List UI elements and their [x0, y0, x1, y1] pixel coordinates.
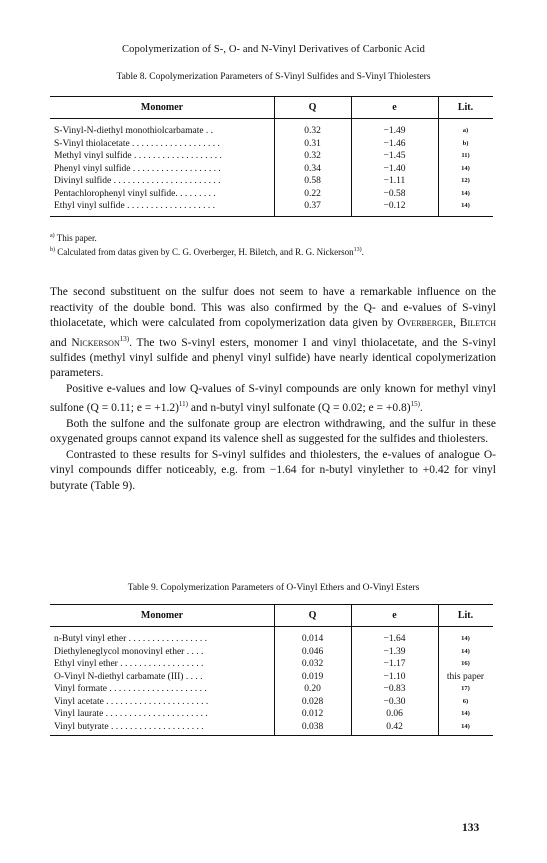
table9-row-0-q: 0.014 [301, 634, 324, 644]
table8-row-2-q: 0.32 [304, 151, 321, 161]
table8-row-6-monomer: Ethyl vinyl sulfide . . . . . . . . . . . . . . . . . . . [54, 201, 215, 211]
table9-row-6-q: 0.012 [301, 709, 324, 719]
table9-row-1-monomer: Diethyleneglycol monovinyl ether . . . . [54, 646, 204, 657]
table8-row-2-lit: 11) [461, 152, 470, 159]
note-a: This paper. [56, 233, 97, 243]
table9-row-1-lit: 14) [461, 647, 470, 655]
table8-row-6-lit: 14) [461, 202, 470, 209]
table8-row-3-lit: 14) [461, 164, 470, 172]
table9-row-0-monomer: n-Butyl vinyl ether . . . . . . . . . . . . . . . . . [54, 634, 208, 644]
table9-caption: Table 9. Copolymerization Parameters of O-Vinyl Ethers and O-Vinyl Esters [127, 583, 420, 593]
body-text [50, 285, 496, 494]
table9-row-3-monomer: O-Vinyl N-diethyl carbamate (III) . . . . [54, 671, 203, 682]
table8-row-5-monomer: Pentachlorophenyl vinyl sulfide. . . . . . . . . [54, 188, 216, 199]
table9-row-7-monomer: Vinyl butyrate . . . . . . . . . . . . . . . . . . . . [54, 721, 204, 732]
table9-row-1-e: −1.39 [383, 646, 406, 657]
table8-row-0-q: 0.32 [304, 126, 321, 136]
table9-row-5-q: 0.028 [301, 696, 324, 707]
table8-row-5-e: −0.58 [383, 188, 406, 199]
table8-row-4-e: −1.11 [383, 176, 406, 186]
table8-row-6-e: −0.12 [383, 201, 406, 211]
table8-header-q: Q [308, 102, 317, 113]
table9-row-4-q: 0.20 [304, 684, 321, 694]
table9-row-0-e: −1.64 [383, 634, 406, 644]
table8-row-1-lit: b) [462, 139, 469, 147]
paragraph-4: Contrasted to these results for S-vinyl sulfides and thiolesters, the e-values of analogue O-vinyl compounds differ noticeably, e.g. from −1.64 for n-butyl vinylether to +0.42 for vinyl butyrate (Table 9). [50, 448, 496, 492]
table8-row-4-lit: 12) [461, 177, 470, 184]
table8-row-1-monomer: S-Vinyl thiolacetate . . . . . . . . . . . . . . . . . . . [54, 138, 220, 149]
table9-row-3-e: −1.10 [383, 671, 406, 682]
table9-row-4-e: −0.83 [383, 684, 406, 694]
table8 [50, 96, 493, 218]
table9-row-3-q: 0.019 [301, 671, 324, 682]
note-b-marker: b) [50, 247, 55, 253]
note-b-ref: 13) [353, 247, 362, 253]
table9-header-monomer: Monomer [140, 610, 184, 621]
note-a-marker: a) [50, 233, 55, 239]
table8-row-0-lit: a) [462, 127, 469, 134]
table8-row-3-q: 0.34 [304, 163, 321, 174]
running-head: Copolymerization of S-, O- and N-Vinyl Derivatives of Carbonic Acid [122, 44, 425, 55]
table9-row-4-lit: 17) [461, 685, 470, 692]
table9-row-7-e: 0.42 [386, 721, 403, 732]
table8-row-1-q: 0.31 [304, 138, 321, 149]
table8-row-1-e: −1.46 [383, 138, 406, 149]
table8-header-e: e [392, 102, 397, 113]
table8-row-0-e: −1.49 [383, 126, 406, 136]
note-b: Calculated from datas given by C. G. Overberger, H. Biletch, and R. G. Nickerson [57, 247, 354, 257]
paragraph-1: The second substituent on the sulfur does not seem to have a remarkable influence on the reactivity of the double bond. This was also confirmed by the Q- and e-values of S-vinyl thiolacetate, which were calculated from copolymerization data given by Overberger, Biletch and Nickerson$^{13)}$. The two S-vinyl esters, monomer I and vinyl thiolacetate, and the S-vinyl sulfides (methyl vinyl sulfide and phenyl vinyl sulfide) have nearly identical copolymerization parameters. [50, 286, 497, 380]
table8-row-3-monomer: Phenyl vinyl sulfide . . . . . . . . . . . . . . . . . . . [54, 163, 221, 174]
table9-row-5-lit: 6) [462, 697, 469, 705]
table9-row-2-q: 0.032 [301, 659, 324, 669]
table8-row-5-lit: 14) [461, 189, 470, 197]
table8-row-5-q: 0.22 [304, 188, 321, 199]
table8-row-4-q: 0.58 [304, 176, 321, 186]
table9-row-5-e: −0.30 [383, 696, 406, 707]
table9-row-3-lit: this paper [446, 671, 485, 682]
table8-caption: Table 8. Copolymerization Parameters of S-Vinyl Sulfides and S-Vinyl Thiolesters [116, 72, 431, 82]
table8-header-lit: Lit. [457, 102, 474, 113]
table9-header-e: e [392, 610, 397, 621]
table9-row-2-monomer: Ethyl vinyl ether . . . . . . . . . . . . . . . . . . [54, 659, 204, 669]
table9-row-7-q: 0.038 [301, 721, 324, 732]
table9 [50, 604, 493, 736]
table8-notes: $^{a)}$ This paper. $^{b)}$ Calculated from datas given by C. G. Overberger, H. Biletch, and R. G. Nickerson$^{13)}$. [50, 233, 364, 257]
table8-row-4-monomer: Divinyl sulfide . . . . . . . . . . . . . . . . . . . . . . . [54, 176, 221, 186]
page-number: 133 [462, 822, 480, 834]
table8-row-2-e: −1.45 [383, 151, 406, 161]
table9-row-6-monomer: Vinyl laurate . . . . . . . . . . . . . . . . . . . . . . [54, 709, 208, 719]
table8-row-6-q: 0.37 [304, 201, 321, 211]
table9-row-4-monomer: Vinyl formate . . . . . . . . . . . . . . . . . . . . . [54, 684, 207, 694]
table9-row-5-monomer: Vinyl acetate . . . . . . . . . . . . . . . . . . . . . . [54, 696, 209, 707]
table9-row-7-lit: 14) [461, 722, 470, 730]
table9-header-lit: Lit. [457, 610, 474, 621]
table9-row-0-lit: 14) [461, 635, 470, 642]
table9-header-q: Q [308, 610, 317, 621]
table8-row-0-monomer: S-Vinyl-N-diethyl monothiolcarbamate . . [54, 126, 214, 136]
table8-row-2-monomer: Methyl vinyl sulfide . . . . . . . . . . . . . . . . . . . [54, 151, 222, 161]
table9-row-6-lit: 14) [461, 710, 470, 717]
table9-row-2-e: −1.17 [383, 659, 406, 669]
table8-header-monomer: Monomer [140, 102, 184, 113]
paragraph-3: Both the sulfone and the sulfonate group are electron withdrawing, and the sulfur in these oxygenated groups cannot expand its valence shell as suggested for the sulfides and thiolesters. [50, 417, 496, 446]
table9-row-6-e: 0.06 [386, 709, 403, 719]
paragraph-2: Positive e-values and low Q-values of S-vinyl compounds are only known for methyl vinyl sulfone (Q = 0.11; e = +1.2)$^{11)}$ and n-butyl vinyl sulfonate (Q = 0.02; e = +0.8)$^{15)}$. [50, 382, 496, 415]
table9-row-1-q: 0.046 [301, 646, 324, 657]
table8-row-3-e: −1.40 [383, 163, 406, 174]
table9-row-2-lit: 16) [461, 660, 470, 667]
